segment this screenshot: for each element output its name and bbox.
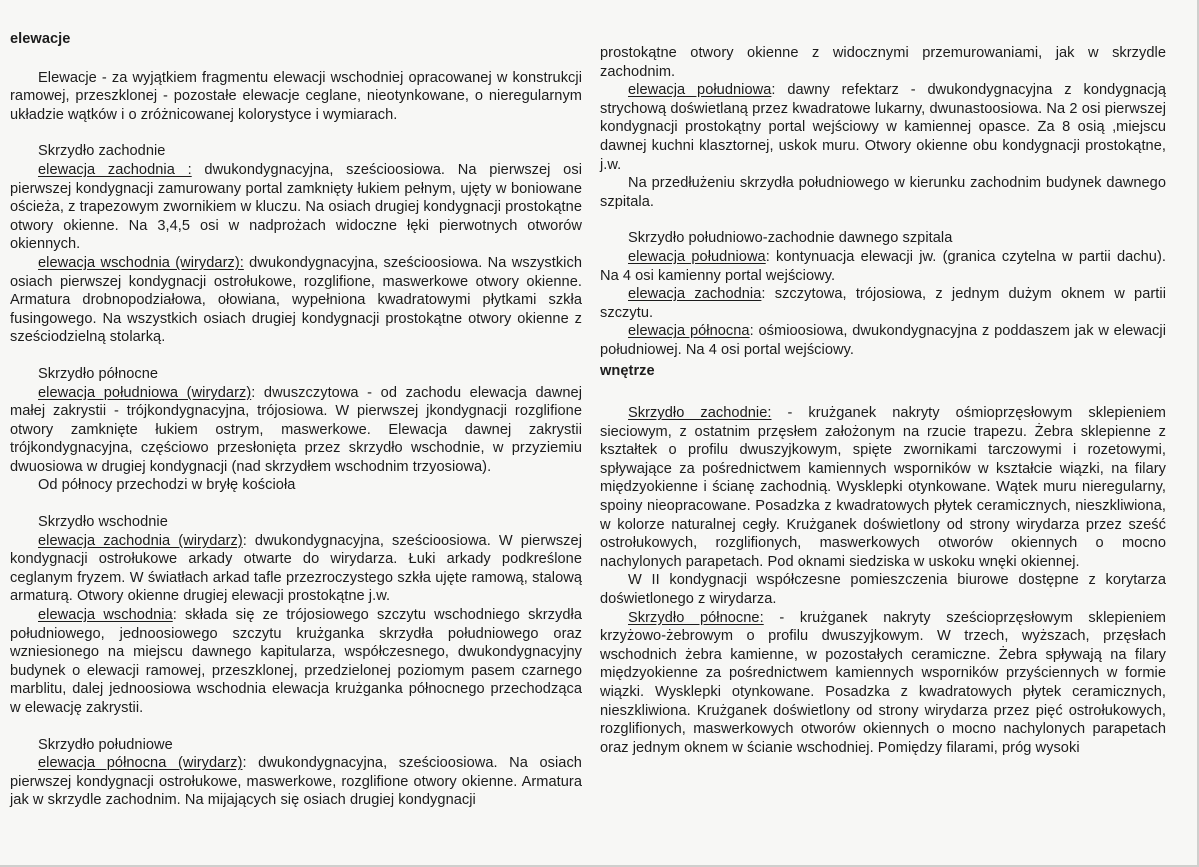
paragraph xyxy=(10,754,582,810)
paragraph xyxy=(600,81,1166,174)
paragraph-text: : składa się ze trójosiowego szczytu wschodniego skrzydła południowego, jednoosiowego szczytu krużganka skrzydła południowego oraz wzniesionego na miejscu dawnego kapitularza, współczesnego, dwukondygnacyjny budynek o elewacji ramowej, przeszklonej, przedzielonej poziomym pasem czarnego marblitu, dalej jednoosiowa wschodnia elewacja krużganka północnego przechodząca w elewację zakrystii. xyxy=(10,607,583,716)
paragraph xyxy=(600,248,1166,285)
wing-title-north: Skrzydło północne xyxy=(38,365,159,382)
left-column xyxy=(10,30,582,810)
section-heading-elewacje: elewacje xyxy=(10,31,71,47)
wing-label: Skrzydło zachodnie: xyxy=(628,405,772,422)
wing-title-south: Skrzydło południowe xyxy=(38,736,173,753)
elevation-label: elewacja zachodnia : xyxy=(38,161,192,178)
paragraph-text: - krużganek nakryty sześcioprzęsłowym sklepieniem krzyżowo-żebrowym o profilu dwuszyjkowym. W trzech, wyższach, przęsłach wschodnich żebra kamienne, w pozostałych ceramiczne. Żebra spływają na filary międzyokienne za pośrednictwem kamiennych wsporników przyściennych w formie wiązki. Wysklepki otynkowane. Posadzka z kwadratowych płytek ceramicznych, nieszkliwiona. Krużganek doświetlony od strony wirydarza przez pięć ostrołukowych, rozglifionych, maswerkowych otworów okiennych o mocno nachylonych parapetach oraz jednym oknem w ścianie wschodniej. Pomiędzy filarami, próg wysoki xyxy=(600,609,1166,756)
wing-title-southwest: Skrzydło południowo-zachodnie dawnego szpitala xyxy=(628,230,953,247)
paragraph-text: - krużganek nakryty ośmioprzęsłowym sklepieniem sieciowym, z ostatnim przęsłem założonym na rzucie trapezu. Żebra sklepienne z kształtek o profilu dwuszyjkowym, spięte zwornikami tarczowymi i rozetowymi, spływające za pośrednictwem kamiennych wsporników w kształcie wiązki, na filary międzyokienne i ścianę zachodnią. Wysklepki otynkowane. Wątek muru nieregularny, spoiny nieopracowane. Posadzka z kwadratowych płytek ceramicznych, nieszkliwiona, w kolorze naturalnej cegły. Krużganek doświetlony od strony wirydarza przez sześć ostrołukowych, rozglifionych, maswerkowych otworów okiennych o mocno nachylonych parapetach. Pod oknami siedziska w uskoku wnęki okiennej. xyxy=(600,405,1166,570)
elevation-label: elewacja południowa xyxy=(628,82,772,99)
section-heading-wnetrze: wnętrze xyxy=(600,362,655,379)
wing-title-west: Skrzydło zachodnie xyxy=(38,143,166,160)
paragraph xyxy=(600,322,1166,359)
elevation-label: elewacja wschodnia xyxy=(38,607,173,624)
paragraph-text: : dwukondygnacyjna, sześcioosiowa. Na osiach pierwszej kondygnacji ostrołukowe, maswerkowe, rozglifione otwory okienne. Armatura jak w skrzydle zachodnim. Na mijających się osiach drugiej kondygnacji xyxy=(10,755,582,809)
elevation-label: elewacja zachodnia xyxy=(628,286,762,303)
paragraph: Od północy przechodzi w bryłę kościoła xyxy=(38,477,296,494)
elevation-label: elewacja południowa xyxy=(628,248,766,265)
wing-title-east: Skrzydło wschodnie xyxy=(38,514,168,531)
elevation-label: elewacja południowa (wirydarz) xyxy=(38,384,252,401)
paragraph xyxy=(10,606,582,718)
right-column xyxy=(600,44,1166,757)
paragraph-text: : szczytowa, trójosiowa, z jednym dużym oknem w partii szczytu. xyxy=(600,286,1166,321)
paragraph-continuation: prostokątne otwory okienne z widocznymi przemurowaniami, jak w skrzydle zachodnim. xyxy=(600,45,1166,80)
paragraph-text: : dawny refektarz - dwukondygnacyjna z kondygnacją strychową doświetlaną przez kwadratowe lukarny, dwunastoosiowa. Na 2 osi pierwszej kondygnacji prostokątny portal wejściowy w kamiennej opasce. Za 8 osią ,miejscu dawnej kuchni klasztornej, uskok muru. Otwory okienne obu kondygnacji prostokątne, j.w. xyxy=(600,82,1166,173)
paragraph-text: : dwukondygnacyjna, sześcioosiowa. W pierwszej kondygnacji ostrołukowe arkady otwarte do wirydarza. Łuki arkady podkreślone ceglanym fryzem. W światłach arkad tafle przezroczystego szkła ujęte ramową, stalową armaturą. Otwory okienne drugiej elewacji prostokątne j.w. xyxy=(10,532,582,605)
paragraph-text: : kontynuacja elewacji jw. (granica czytelna w partii dachu). Na 4 osi kamienny portal wejściowy. xyxy=(600,248,1166,284)
elevation-label: elewacja wschodnia (wirydarz): xyxy=(38,254,244,271)
paragraph xyxy=(600,285,1166,322)
paragraph: W II kondygnacji współczesne pomieszczenia biurowe dostępne z korytarza doświetlonego z wirydarza. xyxy=(600,572,1166,608)
paragraph-text: dwukondygnacyjna, sześcioosiowa. Na pierwszej osi pierwszej kondygnacji zamurowany portal zamknięty łukiem pełnym, ujęty w boniowane ościeża, z trapezowym zwornikiem w kluczu. Na osiach drugiej kondygnacji prostokątne otwory okienne. Na 3,4,5 osi w nadprożach widoczne łęki pierwotnych otworów okiennych. xyxy=(10,161,582,253)
paragraph-text: dwukondygnacyjna, sześcioosiowa. Na wszystkich osiach pierwszej kondygnacji ostrołukowe, rozglifione, maswerkowe otwory okienne. Armatura drobnopodziałowa, ołowiana, wypełniona kwadratowymi płytkami szkła fusingowego. Na wszystkich osiach drugiej kondygnacji prostokątne otwory okienne z sześciodzielną stolarką. xyxy=(10,254,582,346)
paragraph xyxy=(10,161,582,254)
paragraph-text: : ośmioosiowa, dwukondygnacyjna z poddaszem jak w elewacji południowej. Na 4 osi portal wejściowy. xyxy=(600,323,1166,358)
wing-label: Skrzydło północne: xyxy=(628,609,764,626)
paragraph xyxy=(600,404,1166,571)
elevation-label: elewacja zachodnia (wirydarz) xyxy=(38,532,243,549)
paragraph: Na przedłużeniu skrzydła południowego w kierunku zachodnim budynek dawnego szpitala. xyxy=(600,175,1166,210)
paragraph xyxy=(10,254,582,347)
paragraph xyxy=(10,384,582,477)
elevation-label: elewacja północna xyxy=(628,323,750,340)
paragraph-text: : dwuszczytowa - od zachodu elewacja dawnej małej zakrystii - trójkondygnacyjna, trójosiowa. W pierwszej jkondygnacji rozglifione otwory zamknięte łukiem ostrym, maswerkowe. Elewacja dawnej zakrystii trójkondygnacyjna, częściowo przesłonięta przez skrzydło wschodnie, w przyziemiu dwuosiowa w drugiej kondygnacji (nad skrzydłem wschodnim trzyosiowa). xyxy=(10,384,582,475)
paragraph xyxy=(10,532,582,606)
intro-paragraph: Elewacje - za wyjątkiem fragmentu elewacji wschodniej opracowanej w konstrukcji ramowej, przeszklonej - pozostałe elewacje ceglane, nieotynkowane, o nieregularnym układzie wątków i o zróżnicowanej kolorystyce i wymiarach. xyxy=(10,69,582,123)
elevation-label: elewacja północna (wirydarz) xyxy=(38,755,243,772)
paragraph xyxy=(600,609,1166,758)
